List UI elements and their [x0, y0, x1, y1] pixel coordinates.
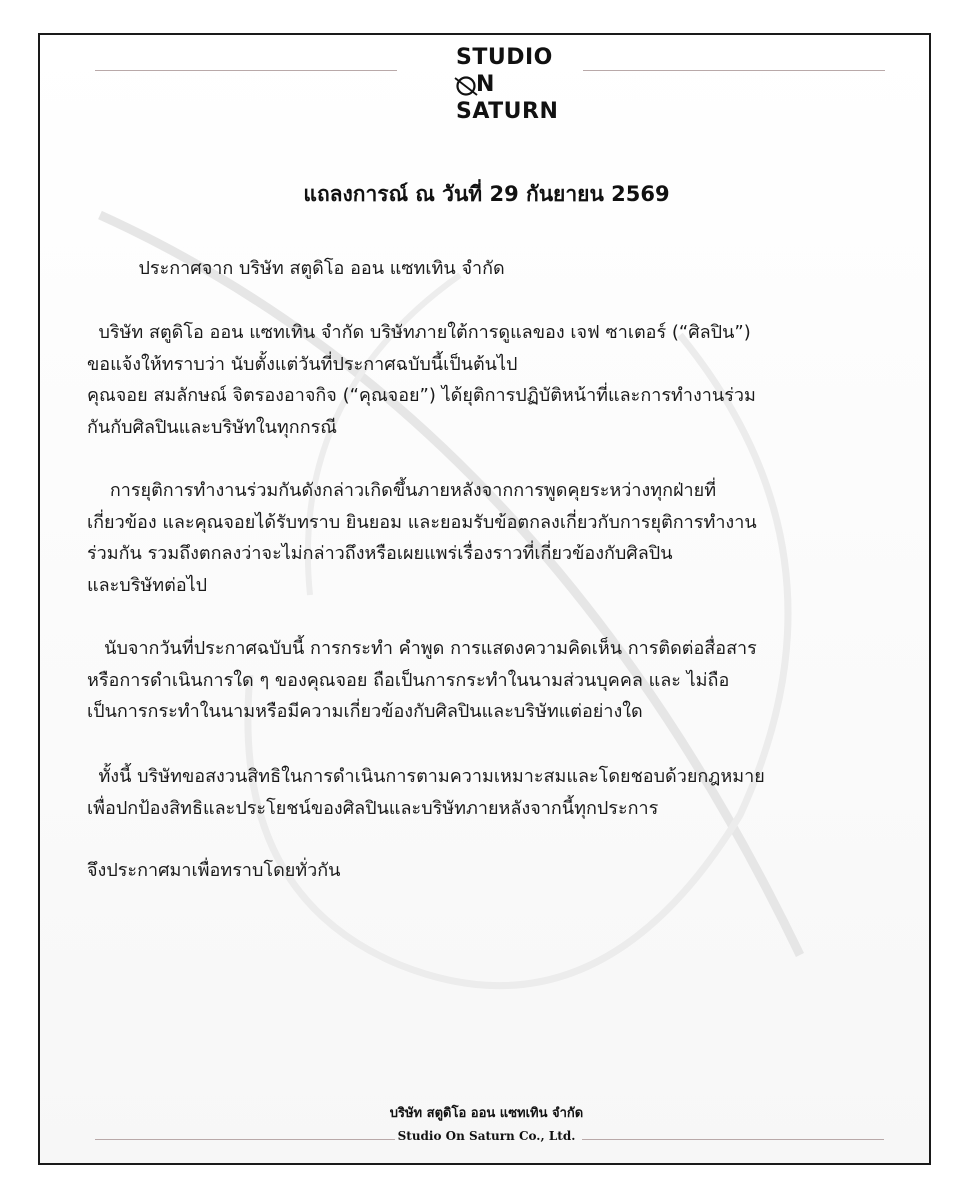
- paragraph-line: หรือการดำเนินการใด ๆ ของคุณจอย ถือเป็นการกระทำในนามส่วนบุคคล และ ไม่ถือ: [87, 669, 730, 691]
- paragraph-line: ประกาศจาก บริษัท สตูดิโอ ออน แซทเทิน จำกัด: [87, 258, 505, 279]
- paragraph-line: เป็นการกระทำในนามหรือมีความเกี่ยวข้องกับศิลปินและบริษัทแต่อย่างใด: [87, 701, 643, 722]
- paragraph-announcer: [87, 253, 887, 285]
- document-frame: [38, 33, 931, 1165]
- paragraph-notice: [87, 317, 887, 443]
- paragraph-closing: [87, 855, 887, 887]
- paragraph-line: นับจากวันที่ประกาศฉบับนี้ การกระทำ คำพูด การแสดงความคิดเห็น การติดต่อสื่อสาร: [87, 638, 757, 659]
- paragraph-line: เกี่ยวข้อง และคุณจอยได้รับทราบ ยินยอม และยอมรับข้อตกลงเกี่ยวกับการยุติการทำงาน: [87, 511, 757, 533]
- statement-title: แถลงการณ์ ณ วันที่ 29 กันยายน 2569: [303, 182, 670, 206]
- header-divider-left: [95, 70, 397, 71]
- paragraph-line: การยุติการทำงานร่วมกันดังกล่าวเกิดขึ้นภายหลังจากการพูดคุยระหว่างทุกฝ่ายที่: [87, 480, 717, 501]
- studio-on-saturn-logo: [456, 45, 559, 127]
- paragraph-line: และบริษัทต่อไป: [87, 574, 208, 596]
- paragraph-line: ทั้งนี้ บริษัทขอสงวนสิทธิในการดำเนินการตามความเหมาะสมและโดยชอบด้วยกฎหมาย: [87, 766, 765, 787]
- paragraph-personal-capacity: [87, 633, 887, 728]
- logo-line-2: N: [476, 72, 495, 97]
- paragraph-reserve-rights: [87, 761, 887, 824]
- paragraph-line: คุณจอย สมลักษณ์ จิตรองอาจกิจ (“คุณจอย”) ได้ยุติการปฏิบัติหน้าที่และการทำงานร่วม: [87, 385, 756, 406]
- paragraph-line: จึงประกาศมาเพื่อทราบโดยทั่วกัน: [87, 860, 341, 881]
- paragraph-line: ร่วมกัน รวมถึงตกลงว่าจะไม่กล่าวถึงหรือเผยแพร่เรื่องราวที่เกี่ยวข้องกับศิลปิน: [87, 543, 673, 564]
- logo-line-3: SATURN: [456, 99, 559, 124]
- saturn-ring-o-icon: [454, 74, 478, 98]
- logo-line-1: STUDIO: [456, 45, 553, 70]
- header-divider-right: [583, 70, 885, 71]
- footer-company-english: Studio On Saturn Co., Ltd.: [397, 1129, 576, 1143]
- paragraph-line: เพื่อปกป้องสิทธิและประโยชน์ของศิลปินและบริษัทภายหลังจากนี้ทุกประการ: [87, 797, 659, 819]
- paragraph-line: ขอแจ้งให้ทราบว่า นับตั้งแต่วันที่ประกาศฉบับนี้เป็นต้นไป: [87, 353, 518, 375]
- paragraph-line: กันกับศิลปินและบริษัทในทุกกรณี: [87, 416, 337, 438]
- paragraph-termination: [87, 475, 887, 601]
- footer-company-thai: บริษัท สตูดิโอ ออน แซทเทิน จำกัด: [389, 1106, 584, 1121]
- paragraph-line: บริษัท สตูดิโอ ออน แซทเทิน จำกัด บริษัทภายใต้การดูแลของ เจฟ ซาเตอร์ (“ศิลปิน”): [87, 322, 751, 343]
